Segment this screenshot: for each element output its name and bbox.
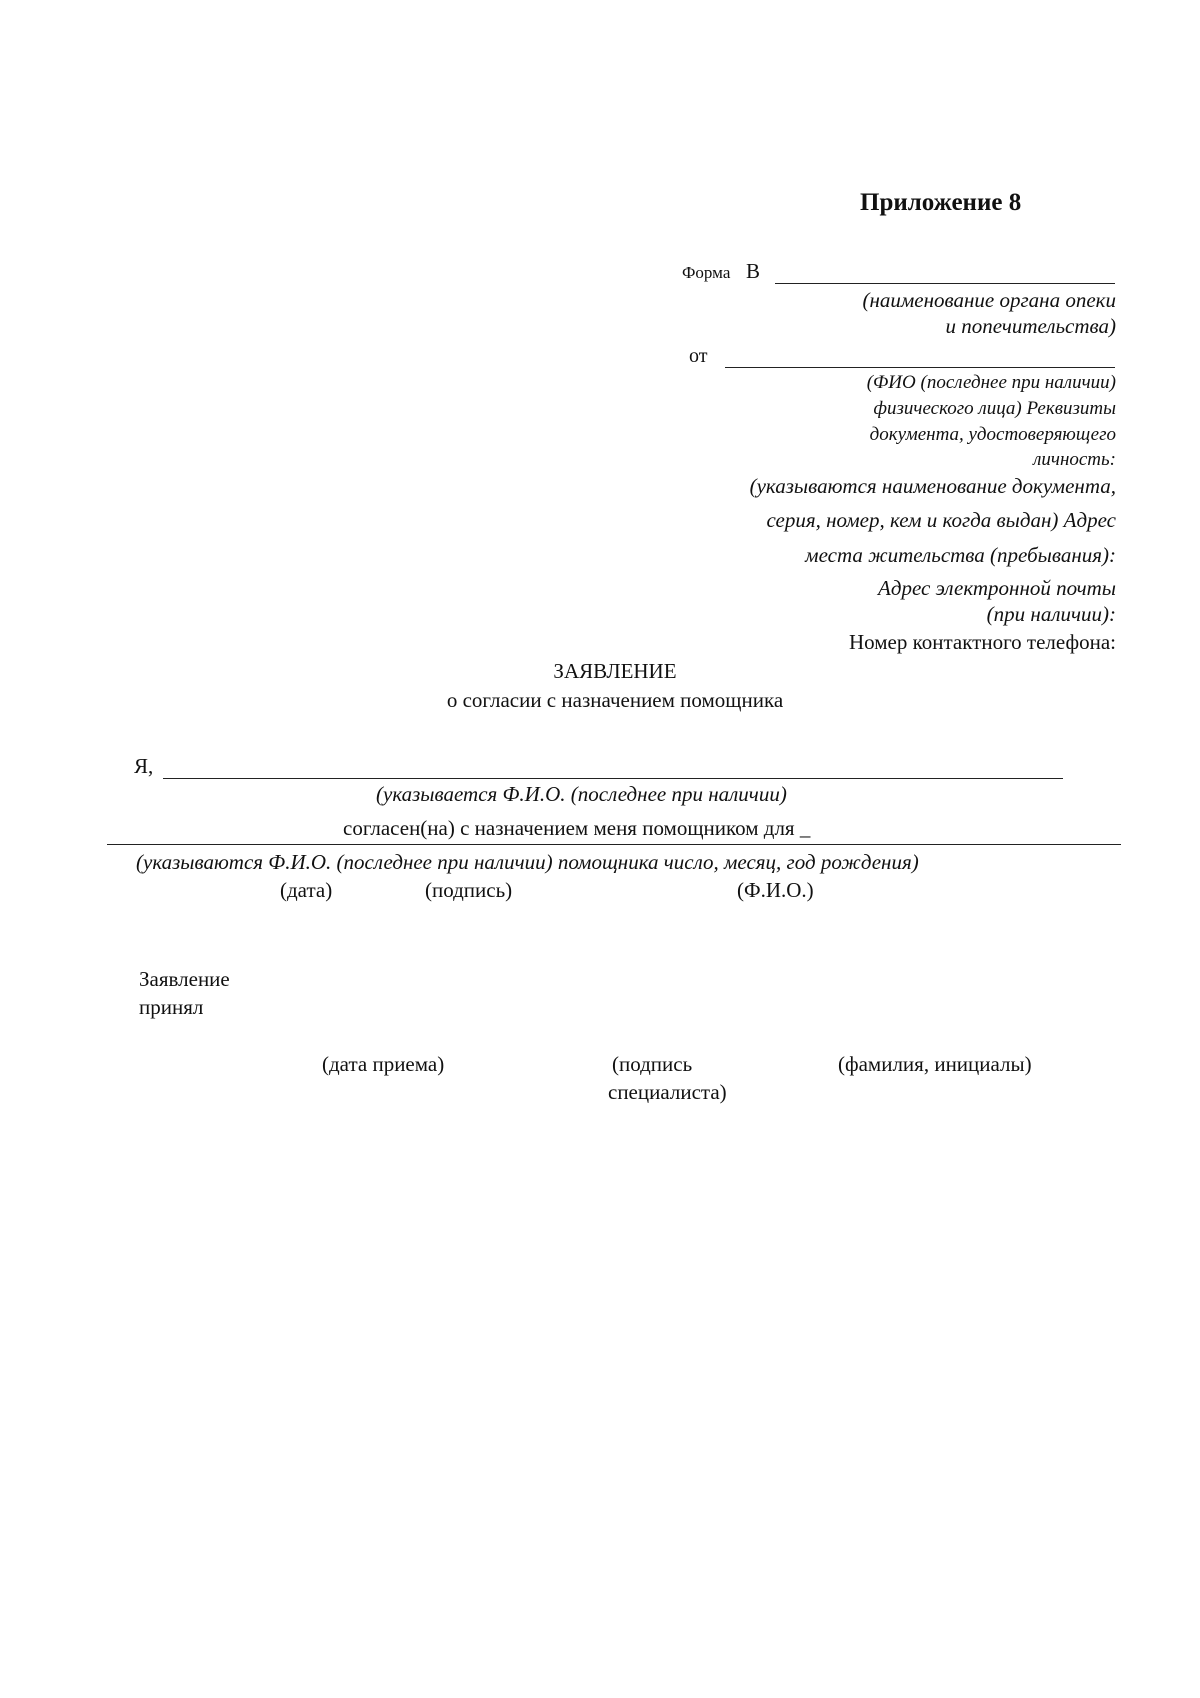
consent-text: согласен(на) с назначением меня помощником для _ [343,816,811,840]
authority-caption-line1: (наименование органа опеки [862,288,1116,312]
document-title: ЗАЯВЛЕНИЕ [553,659,677,683]
document-caption-line2: серия, номер, кем и когда выдан) Адрес [766,508,1116,532]
phone-caption: Номер контактного телефона: [849,630,1116,654]
accept-signature-caption-line1: (подпись [612,1052,693,1076]
document-subtitle: о согласии с назначением помощника [446,688,784,712]
sign-date-caption: (дата) [280,878,333,902]
form-label: Форма [682,263,731,282]
accept-date-caption: (дата приема) [322,1052,445,1076]
applicant-field-line[interactable] [163,778,1063,779]
email-caption-line1: Адрес электронной почты [878,576,1116,600]
person-caption-line4: личность: [1033,449,1116,470]
accepted-label-line2: принял [139,995,204,1019]
ward-caption: (указываются Ф.И.О. (последнее при наличии) помощника число, месяц, год рождения) [136,850,919,874]
applicant-caption: (указывается Ф.И.О. (последнее при наличии) [376,782,787,806]
person-caption-line1: (ФИО (последнее при наличии) [866,372,1116,393]
person-caption-line3: документа, удостоверяющего [869,424,1116,445]
accept-signature-caption-line2: специалиста) [608,1080,727,1104]
sign-signature-caption: (подпись) [425,878,513,902]
authority-caption-line2: и попечительства) [945,314,1116,338]
i-prefix: Я, [134,754,154,778]
sign-name-caption: (Ф.И.О.) [737,878,814,902]
appendix-title: Приложение 8 [860,189,1022,216]
to-prefix: В [746,259,761,283]
ward-field-line[interactable] [107,844,1121,845]
authority-field-line[interactable] [775,283,1115,284]
residence-caption: места жительства (пребывания): [805,543,1116,567]
document-caption-line1: (указываются наименование документа, [749,474,1116,498]
person-field-line[interactable] [725,367,1115,368]
person-caption-line2: физического лица) Реквизиты [873,398,1116,419]
accept-name-caption: (фамилия, инициалы) [838,1052,1032,1076]
email-caption-line2: (при наличии): [986,602,1116,626]
from-prefix: от [689,345,708,367]
accepted-label-line1: Заявление [139,967,230,991]
